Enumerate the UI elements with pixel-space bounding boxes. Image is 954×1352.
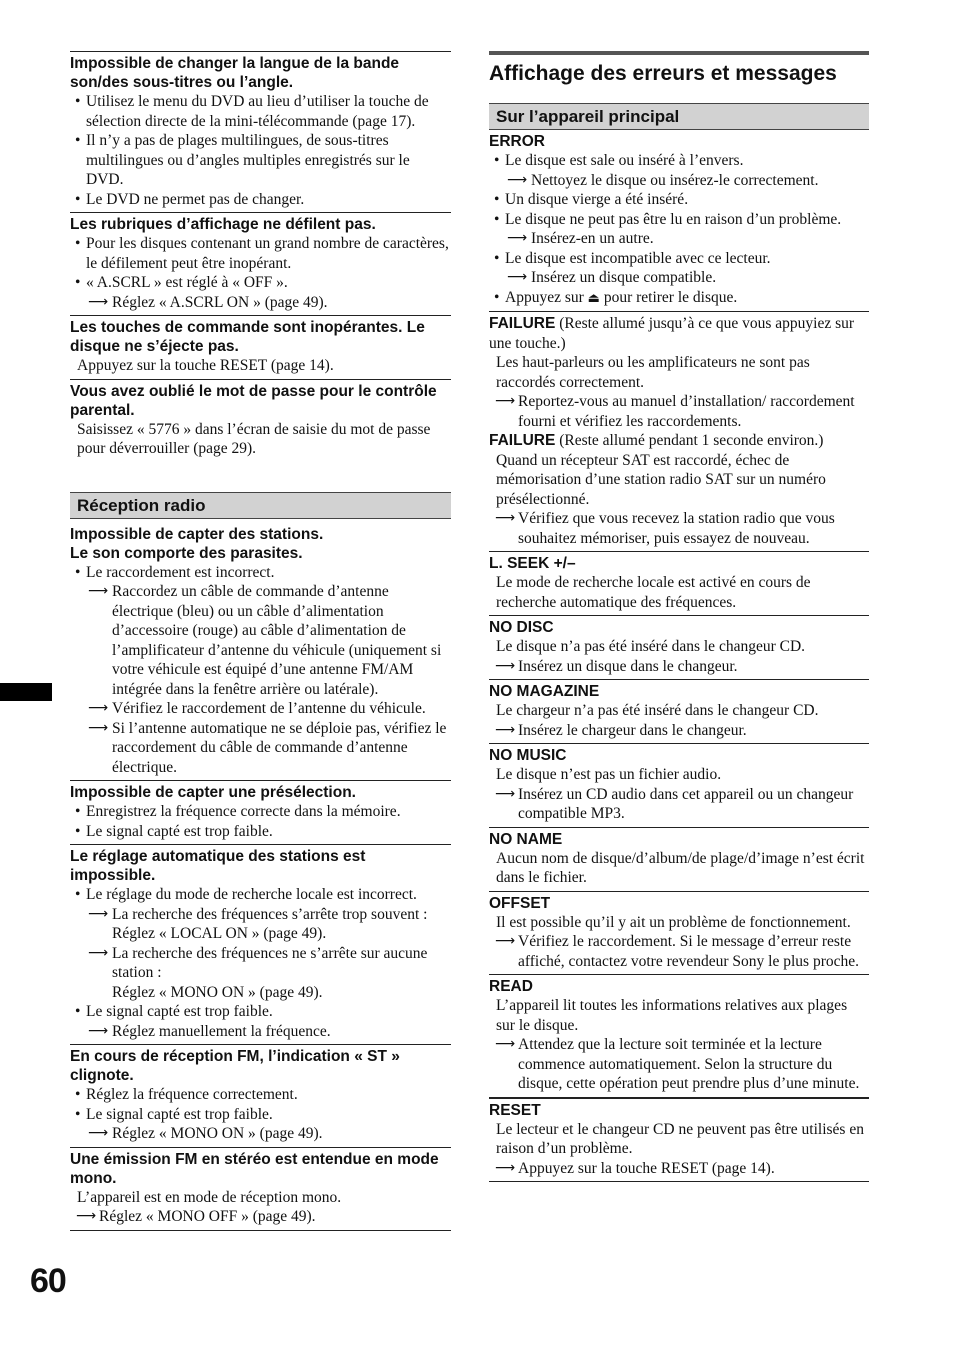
- heading: Une émission FM en stéréo est entendue en mode mono.: [70, 1150, 439, 1187]
- remedy: [70, 293, 451, 313]
- message-code: FAILURE: [489, 315, 556, 332]
- remedy: [70, 699, 451, 719]
- arrow-right-icon: ⟶: [88, 293, 109, 310]
- text: Les haut-parleurs ou les amplificateurs ne sont pas raccordés correctement.: [496, 354, 810, 391]
- remedy-text: La recherche des fréquences ne s’arrête sur aucune station :: [112, 944, 428, 981]
- title-rule: [489, 51, 869, 55]
- text: L’appareil est en mode de réception mono.: [77, 1188, 342, 1206]
- section-header-main-unit: Sur l’appareil principal: [489, 103, 869, 130]
- troubleshoot-auto-tuning: [70, 844, 451, 1044]
- remedy-text: Insérez-en un autre.: [531, 230, 654, 247]
- message-code: READ: [489, 978, 533, 995]
- text: Le chargeur n’a pas été inséré dans le changeur CD.: [496, 702, 819, 719]
- arrow-right-icon: ⟶: [495, 785, 516, 802]
- msg-reset: [489, 1097, 869, 1182]
- bullet: • Réglez la fréquence correctement.: [70, 1085, 451, 1105]
- section-tab-marker: [0, 683, 52, 701]
- remedy: [489, 509, 869, 548]
- arrow-right-icon: ⟶: [76, 1208, 97, 1224]
- heading: Impossible de changer la langue de la bande son/des sous-titres ou l’angle.: [70, 55, 400, 91]
- heading: Vous avez oublié le mot de passe pour le contrôle parental.: [70, 382, 437, 419]
- troubleshoot-st-blink: [70, 1044, 451, 1147]
- bullet: • Pour les disques contenant un grand nombre de caractères, le défilement peut être inopérant.: [70, 234, 451, 273]
- left-column: [70, 51, 451, 1231]
- arrow-right-icon: ⟶: [495, 510, 516, 526]
- text: Saisissez « 5776 » dans l’écran de saisie du mot de passe pour déverrouiller (page 29).: [77, 420, 431, 457]
- heading: Le réglage automatique des stations est impossible.: [70, 848, 366, 884]
- arrow-right-icon: ⟶: [495, 721, 516, 738]
- arrow-right-icon: ⟶: [88, 1022, 109, 1039]
- arrow-right-icon: ⟶: [495, 393, 516, 409]
- text: L’appareil lit toutes les informations relatives aux plages sur le disque.: [496, 997, 848, 1034]
- text: Le lecteur et le changeur CD ne peuvent pas être utilisés en raison d’un problème.: [496, 1120, 864, 1157]
- remedy: [489, 392, 869, 431]
- remedy: [70, 582, 451, 699]
- troubleshoot-scroll: [70, 212, 451, 315]
- arrow-right-icon: ⟶: [88, 905, 109, 922]
- remedy-text: Réglez « MONO OFF » (page 49).: [99, 1208, 316, 1225]
- msg-lseek: [489, 551, 869, 615]
- message-code: NO MUSIC: [489, 747, 567, 764]
- remedy-text: La recherche des fréquences s’arrête trop souvent : Réglez « LOCAL ON » (page 49).: [112, 905, 428, 942]
- remedy: [489, 229, 869, 249]
- bullet: • Un disque vierge a été inséré.: [489, 190, 869, 210]
- remedy-text: Insérez un CD audio dans cet appareil ou un changeur compatible MP3.: [518, 785, 854, 822]
- troubleshoot-buttons: [70, 315, 451, 379]
- message-code: RESET: [489, 1101, 541, 1119]
- message-code: NO DISC: [489, 619, 554, 636]
- bullet: • Le signal capté est trop faible.: [70, 822, 451, 842]
- message-code: FAILURE: [489, 432, 556, 449]
- page-title: Affichage des erreurs et messages: [489, 62, 837, 85]
- arrow-right-icon: ⟶: [507, 230, 528, 246]
- msg-no-magazine: [489, 679, 869, 743]
- message-code: NO MAGAZINE: [489, 683, 600, 700]
- troubleshoot-password: [70, 379, 451, 462]
- remedy: [70, 905, 451, 944]
- remedy: [489, 1159, 869, 1179]
- arrow-right-icon: ⟶: [495, 1159, 516, 1176]
- troubleshoot-mono: [70, 1147, 451, 1230]
- remedy: [489, 268, 869, 288]
- text: Le mode de recherche locale est activé en cours de recherche automatique des fréquences.: [496, 574, 811, 611]
- arrow-right-icon: ⟶: [495, 1036, 516, 1052]
- remedy: [70, 1124, 451, 1144]
- remedy: [70, 1207, 451, 1227]
- remedy-text: Réglez « MONO ON » (page 49).: [112, 983, 323, 1001]
- divider: [489, 1181, 869, 1182]
- message-code: NO NAME: [489, 830, 563, 848]
- arrow-right-icon: ⟶: [88, 1125, 109, 1141]
- troubleshoot-dvd-language: [70, 51, 451, 212]
- bullet: • Le réglage du mode de recherche locale est incorrect.: [70, 885, 451, 905]
- msg-no-disc: [489, 615, 869, 679]
- remedy: [489, 1035, 869, 1094]
- msg-read: [489, 974, 869, 1097]
- bullet: • Il n’y a pas de plages multilingues, de sous-titres multilingues ou d’angles multiples enregistrés sur le DVD.: [70, 131, 451, 190]
- msg-no-name: [489, 827, 869, 891]
- page-number: 60: [30, 1262, 66, 1300]
- remedy-text: Vérifiez le raccordement. Si le message d’erreur reste affiché, contactez votre revendeur Sony le plus proche.: [518, 933, 859, 970]
- remedy: [489, 171, 869, 191]
- bullet: • Le disque est incompatible avec ce lecteur.: [489, 249, 869, 269]
- remedy-text: Insérez un disque dans le changeur.: [518, 657, 738, 675]
- arrow-right-icon: ⟶: [88, 583, 109, 599]
- arrow-right-icon: ⟶: [507, 171, 528, 188]
- remedy-text: Insérez le chargeur dans le changeur.: [518, 721, 747, 739]
- message-code: L. SEEK +/–: [489, 555, 576, 572]
- message-code: OFFSET: [489, 894, 551, 912]
- bullet-text: Appuyez sur: [505, 288, 584, 306]
- bullet: • Le disque est sale ou inséré à l’envers.: [489, 151, 869, 171]
- arrow-right-icon: ⟶: [88, 719, 109, 736]
- troubleshoot-no-station: [70, 519, 451, 781]
- heading: En cours de réception FM, l’indication « ST » clignote.: [70, 1048, 400, 1084]
- arrow-right-icon: ⟶: [495, 933, 516, 949]
- msg-offset: [489, 891, 869, 975]
- remedy-text: Vérifiez le raccordement de l’antenne du véhicule.: [112, 700, 426, 717]
- msg-no-music: [489, 743, 869, 827]
- msg-error: [489, 130, 869, 311]
- remedy-text: Insérez un disque compatible.: [531, 269, 717, 286]
- text: Le disque n’est pas un fichier audio.: [496, 766, 722, 783]
- text: Il est possible qu’il y ait un problème de fonctionnement.: [496, 913, 851, 931]
- remedy-text: Réglez manuellement la fréquence.: [112, 1022, 331, 1040]
- message-note: (Reste allumé jusqu’à ce que vous appuyiez sur une touche.): [489, 315, 855, 352]
- remedy-text: Raccordez un câble de commande d’antenne électrique (bleu) ou un câble d’alimentation d’accessoire (rouge) au câble d’alimentation de l’amplificateur d’antenne du véhicule (uniquement si votre véhicule est équipé d’une antenne FM/AM intégrée dans la fenêtre arrière ou latérale).: [112, 583, 442, 698]
- remedy-text: Nettoyez le disque ou insérez-le correctement.: [531, 171, 819, 189]
- bullet: • Le disque ne peut pas être lu en raison d’un problème.: [489, 210, 869, 230]
- msg-failure-1: [489, 311, 869, 551]
- remedy-text: Réglez « MONO ON » (page 49).: [112, 1125, 323, 1142]
- text: Quand un récepteur SAT est raccordé, échec de mémorisation d’une station radio SAT sur un numéro présélectionné.: [496, 451, 826, 508]
- message-code: ERROR: [489, 133, 545, 150]
- heading: Impossible de capter des stations.: [70, 525, 324, 543]
- remedy: [489, 785, 869, 824]
- heading: Impossible de capter une présélection.: [70, 784, 356, 801]
- remedy: [489, 657, 869, 677]
- remedy-text: Si l’antenne automatique ne se déploie pas, vérifiez le raccordement du câble de commande d’antenne électrique.: [112, 719, 447, 776]
- remedy: [489, 932, 869, 971]
- heading: Les rubriques d’affichage ne défilent pas.: [70, 216, 376, 233]
- bullet-text: pour retirer le disque.: [603, 288, 738, 306]
- right-column: [489, 51, 869, 1182]
- remedy-text: Appuyez sur la touche RESET (page 14).: [518, 1159, 775, 1177]
- arrow-right-icon: ⟶: [495, 657, 516, 674]
- troubleshoot-preset: [70, 780, 451, 844]
- remedy: [70, 944, 451, 1003]
- message-note: (Reste allumé pendant 1 seconde environ.): [559, 432, 824, 449]
- remedy-text: Réglez « A.SCRL ON » (page 49).: [112, 293, 328, 311]
- bullet: • Le DVD ne permet pas de changer.: [70, 190, 451, 210]
- bullet: • Le signal capté est trop faible.: [70, 1002, 451, 1022]
- section-header-radio: Réception radio: [70, 492, 451, 519]
- remedy-text: Vérifiez que vous recevez la station radio que vous souhaitez mémoriser, puis essayez de nouveau.: [518, 510, 835, 547]
- bullet: • Enregistrez la fréquence correcte dans la mémoire.: [70, 802, 451, 822]
- bullet: • Utilisez le menu du DVD au lieu d’utiliser la touche de sélection directe de la mini-télécommande (page 17).: [70, 92, 451, 131]
- bullet: [489, 288, 869, 309]
- text: Le disque n’a pas été inséré dans le changeur CD.: [496, 638, 806, 655]
- remedy-text: Reportez-vous au manuel d’installation/ raccordement fourni et vérifiez les raccordements.: [518, 393, 855, 430]
- remedy-text: Attendez que la lecture soit terminée et la lecture commence automatiquement. Selon la structure du disque, cette opération peut prendre plus d’une minute.: [518, 1036, 860, 1092]
- divider: [70, 1230, 451, 1231]
- arrow-right-icon: ⟶: [88, 944, 109, 961]
- bullet: • Le raccordement est incorrect.: [70, 563, 451, 583]
- remedy: [70, 1022, 451, 1042]
- arrow-right-icon: ⟶: [88, 700, 109, 716]
- remedy: [70, 719, 451, 778]
- remedy: [489, 721, 869, 741]
- eject-icon: ⏏: [587, 290, 600, 306]
- arrow-right-icon: ⟶: [507, 269, 528, 285]
- heading: Le son comporte des parasites.: [70, 544, 303, 562]
- text: Appuyez sur la touche RESET (page 14).: [77, 357, 334, 374]
- bullet: • « A.SCRL » est réglé à « OFF ».: [70, 273, 451, 293]
- heading: Les touches de commande sont inopérantes. Le disque ne s’éjecte pas.: [70, 319, 425, 355]
- text: Aucun nom de disque/d’album/de plage/d’image n’est écrit dans le fichier.: [496, 849, 865, 886]
- bullet: • Le signal capté est trop faible.: [70, 1105, 451, 1125]
